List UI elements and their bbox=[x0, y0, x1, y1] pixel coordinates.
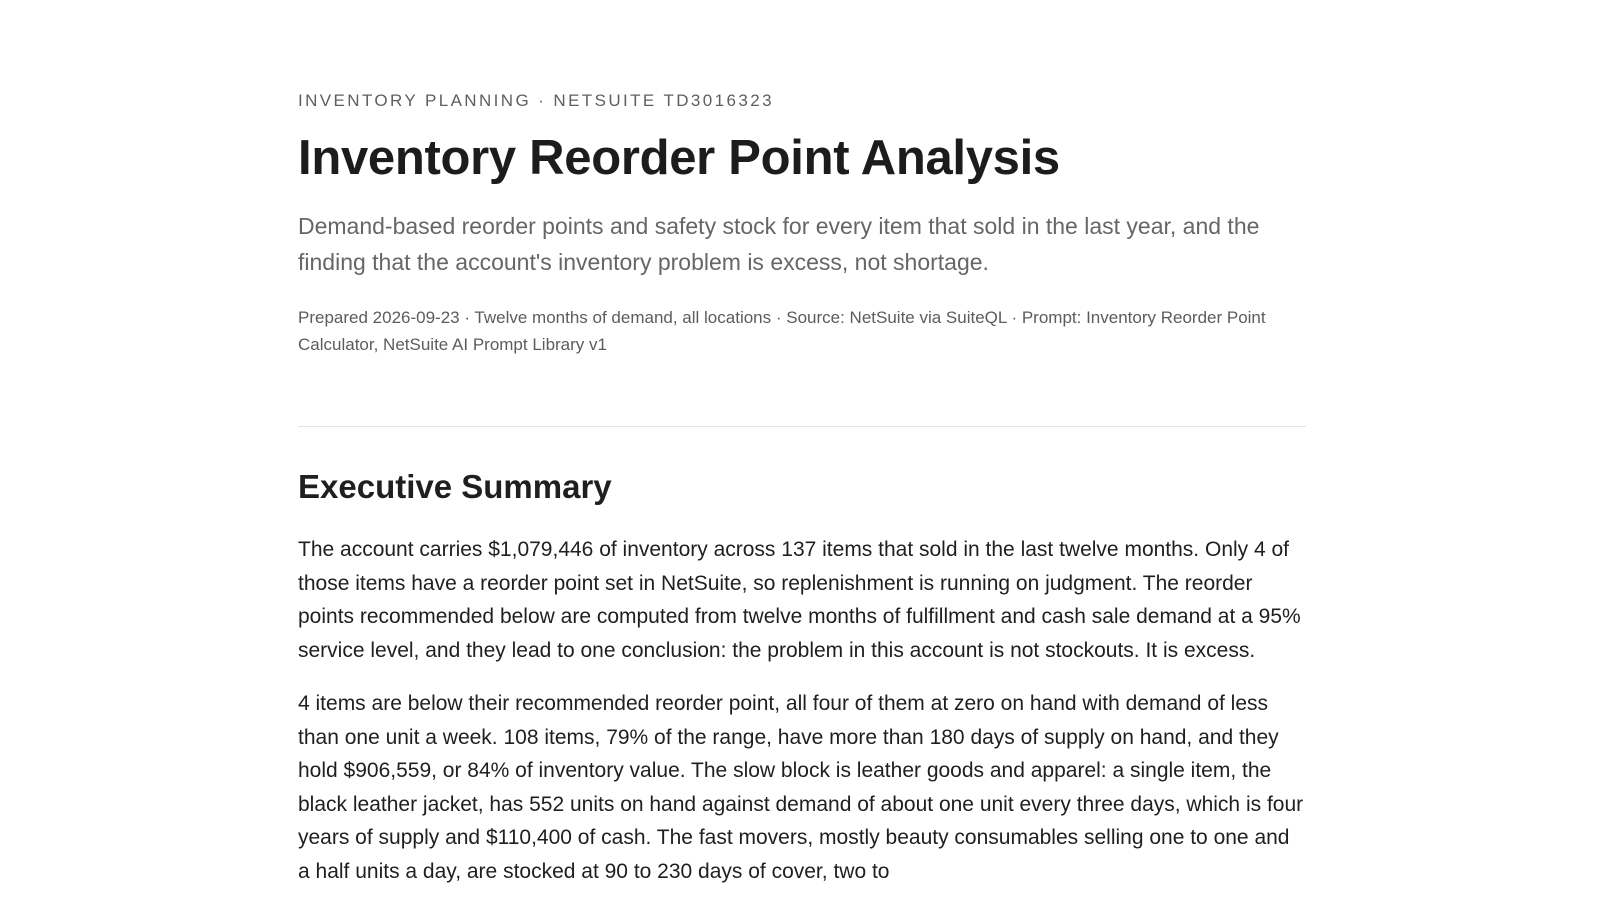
report-document bbox=[298, 90, 1306, 888]
executive-summary-paragraph-2: 4 items are below their recommended reorder point, all four of them at zero on hand with demand of less than one unit a week. 108 items, 79% of the range, have more than 180 days of supply on hand, and they hold $906,559, or 84% of inventory value. The slow block is leather goods and apparel: a single item, the black leather jacket, has 552 units on hand against demand of about one unit every three days, which is four years of supply and $110,400 of cash. The fast movers, mostly beauty consumables selling one to one and a half units a day, are stocked at 90 to 230 days of cover, two to bbox=[298, 692, 1304, 883]
page-title: Inventory Reorder Point Analysis bbox=[298, 131, 1060, 185]
section-divider bbox=[298, 426, 1306, 427]
executive-summary-heading: Executive Summary bbox=[298, 468, 612, 505]
executive-summary-paragraph-1: The account carries $1,079,446 of inventory across 137 items that sold in the last twelve months. Only 4 of those items have a reorder point set in NetSuite, so replenishment is running on judgment. The reorder points recommended below are computed from twelve months of fulfillment and cash sale demand at a 95% service level, and they lead to one conclusion: the problem in this account is not stockouts. It is excess. bbox=[298, 538, 1301, 662]
report-eyebrow: INVENTORY PLANNING · NETSUITE TD3016323 bbox=[298, 91, 774, 110]
report-subtitle: Demand-based reorder points and safety stock for every item that sold in the last year, and the finding that the account's inventory problem is excess, not shortage. bbox=[298, 213, 1260, 275]
report-meta: Prepared 2026-09-23 · Twelve months of demand, all locations · Source: NetSuite via SuiteQL · Prompt: Inventory Reorder Point Calculator, NetSuite AI Prompt Library v1 bbox=[298, 308, 1266, 354]
